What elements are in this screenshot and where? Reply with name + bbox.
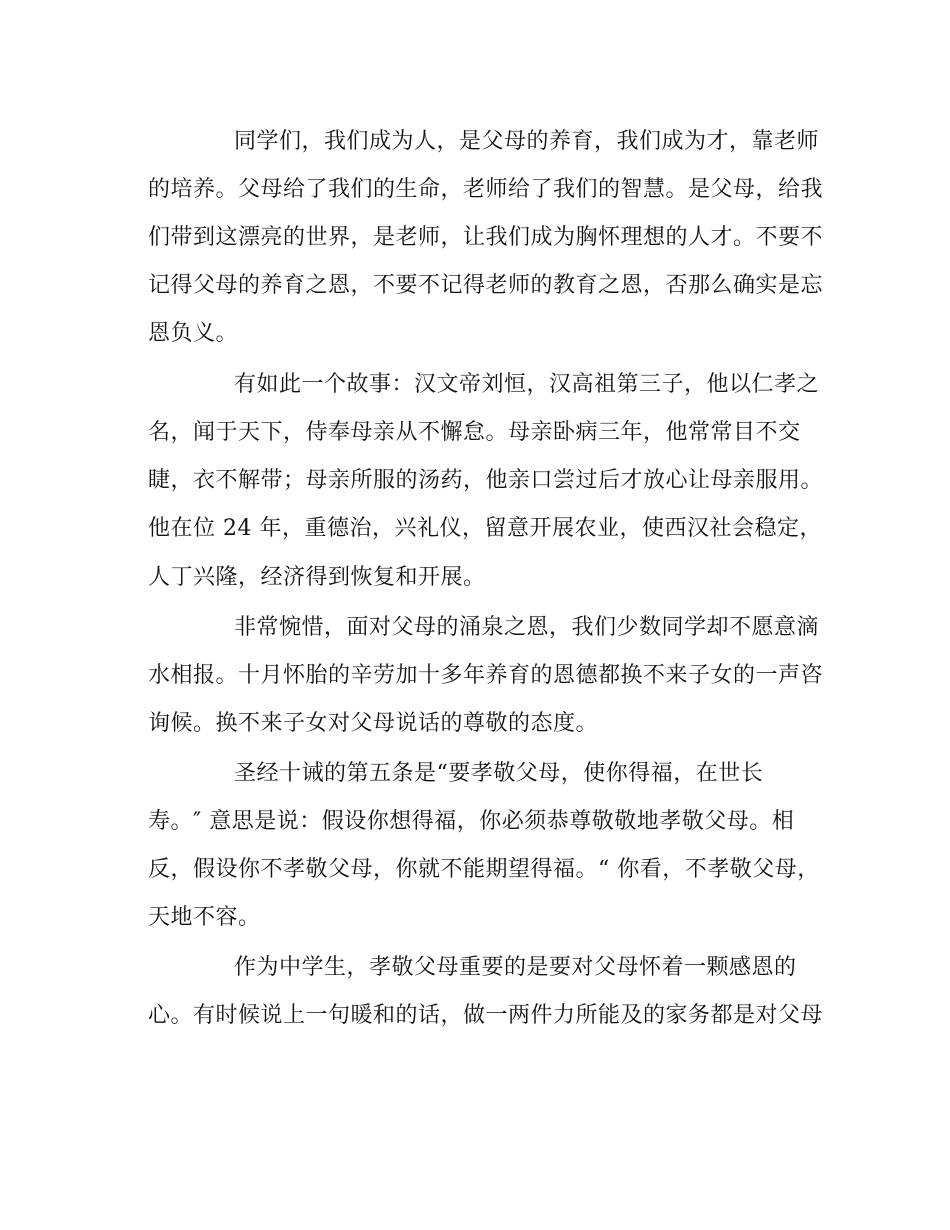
paragraph-1-line-1: 同学们，我们成为人，是父母的养育，我们成为才，靠老师 [234, 129, 820, 154]
paragraph-2-line-4: 他在位 24 年，重德治，兴礼仪，留意开展农业，使西汉社会稳定， [148, 516, 822, 541]
paragraph-4-line-4: 天地不容。 [148, 905, 261, 930]
paragraph-2-line-1: 有如此一个故事：汉文帝刘恒，汉高祖第三子，他以仁孝之 [234, 372, 820, 397]
paragraph-2-line-2: 名，闻于天下，侍奉母亲从不懈怠。母亲卧病三年，他常常目不交 [148, 420, 801, 445]
paragraph-1-line-3: 们带到这漂亮的世界，是老师，让我们成为胸怀理想的人才。不要不 [148, 225, 824, 250]
paragraph-3-line-3: 询候。换不来子女对父母说话的尊敬的态度。 [148, 711, 599, 736]
paragraph-4-line-2: 寿。″ 意思是说：假设你想得福，你必须恭尊敬敬地孝敬父母。相 [148, 809, 795, 834]
paragraph-4-line-3: 反，假设你不孝敬父母，你就不能期望得福。“ 你看，不孝敬父母， [148, 857, 820, 882]
paragraph-5-line-1: 作为中学生，孝敬父母重要的是要对父母怀着一颗感恩的 [234, 955, 797, 980]
paragraph-3-line-2: 水相报。十月怀胎的辛劳加十多年养育的恩德都换不来子女的一声咨 [148, 663, 824, 688]
paragraph-2-line-5: 人丁兴隆，经济得到恢复和开展。 [148, 565, 486, 590]
paragraph-3-line-1: 非常惋惜，面对父母的涌泉之恩，我们少数同学却不愿意滴 [234, 615, 820, 640]
paragraph-1-line-4: 记得父母的养育之恩，不要不记得老师的教育之恩，否那么确实是忘 [148, 273, 824, 298]
paragraph-1-line-5: 恩负义。 [148, 321, 239, 346]
paragraph-1-line-2: 的培养。父母给了我们的生命，老师给了我们的智慧。是父母，给我 [148, 177, 824, 202]
paragraph-2-line-3: 睫，衣不解带；母亲所服的汤药，他亲口尝过后才放心让母亲服用。 [148, 468, 824, 493]
paragraph-5-line-2: 心。有时候说上一句暖和的话，做一两件力所能及的家务都是对父母 [148, 1003, 824, 1028]
paragraph-4-line-1: 圣经十诫的第五条是“要孝敬父母，使你得福，在世长 [234, 761, 764, 786]
